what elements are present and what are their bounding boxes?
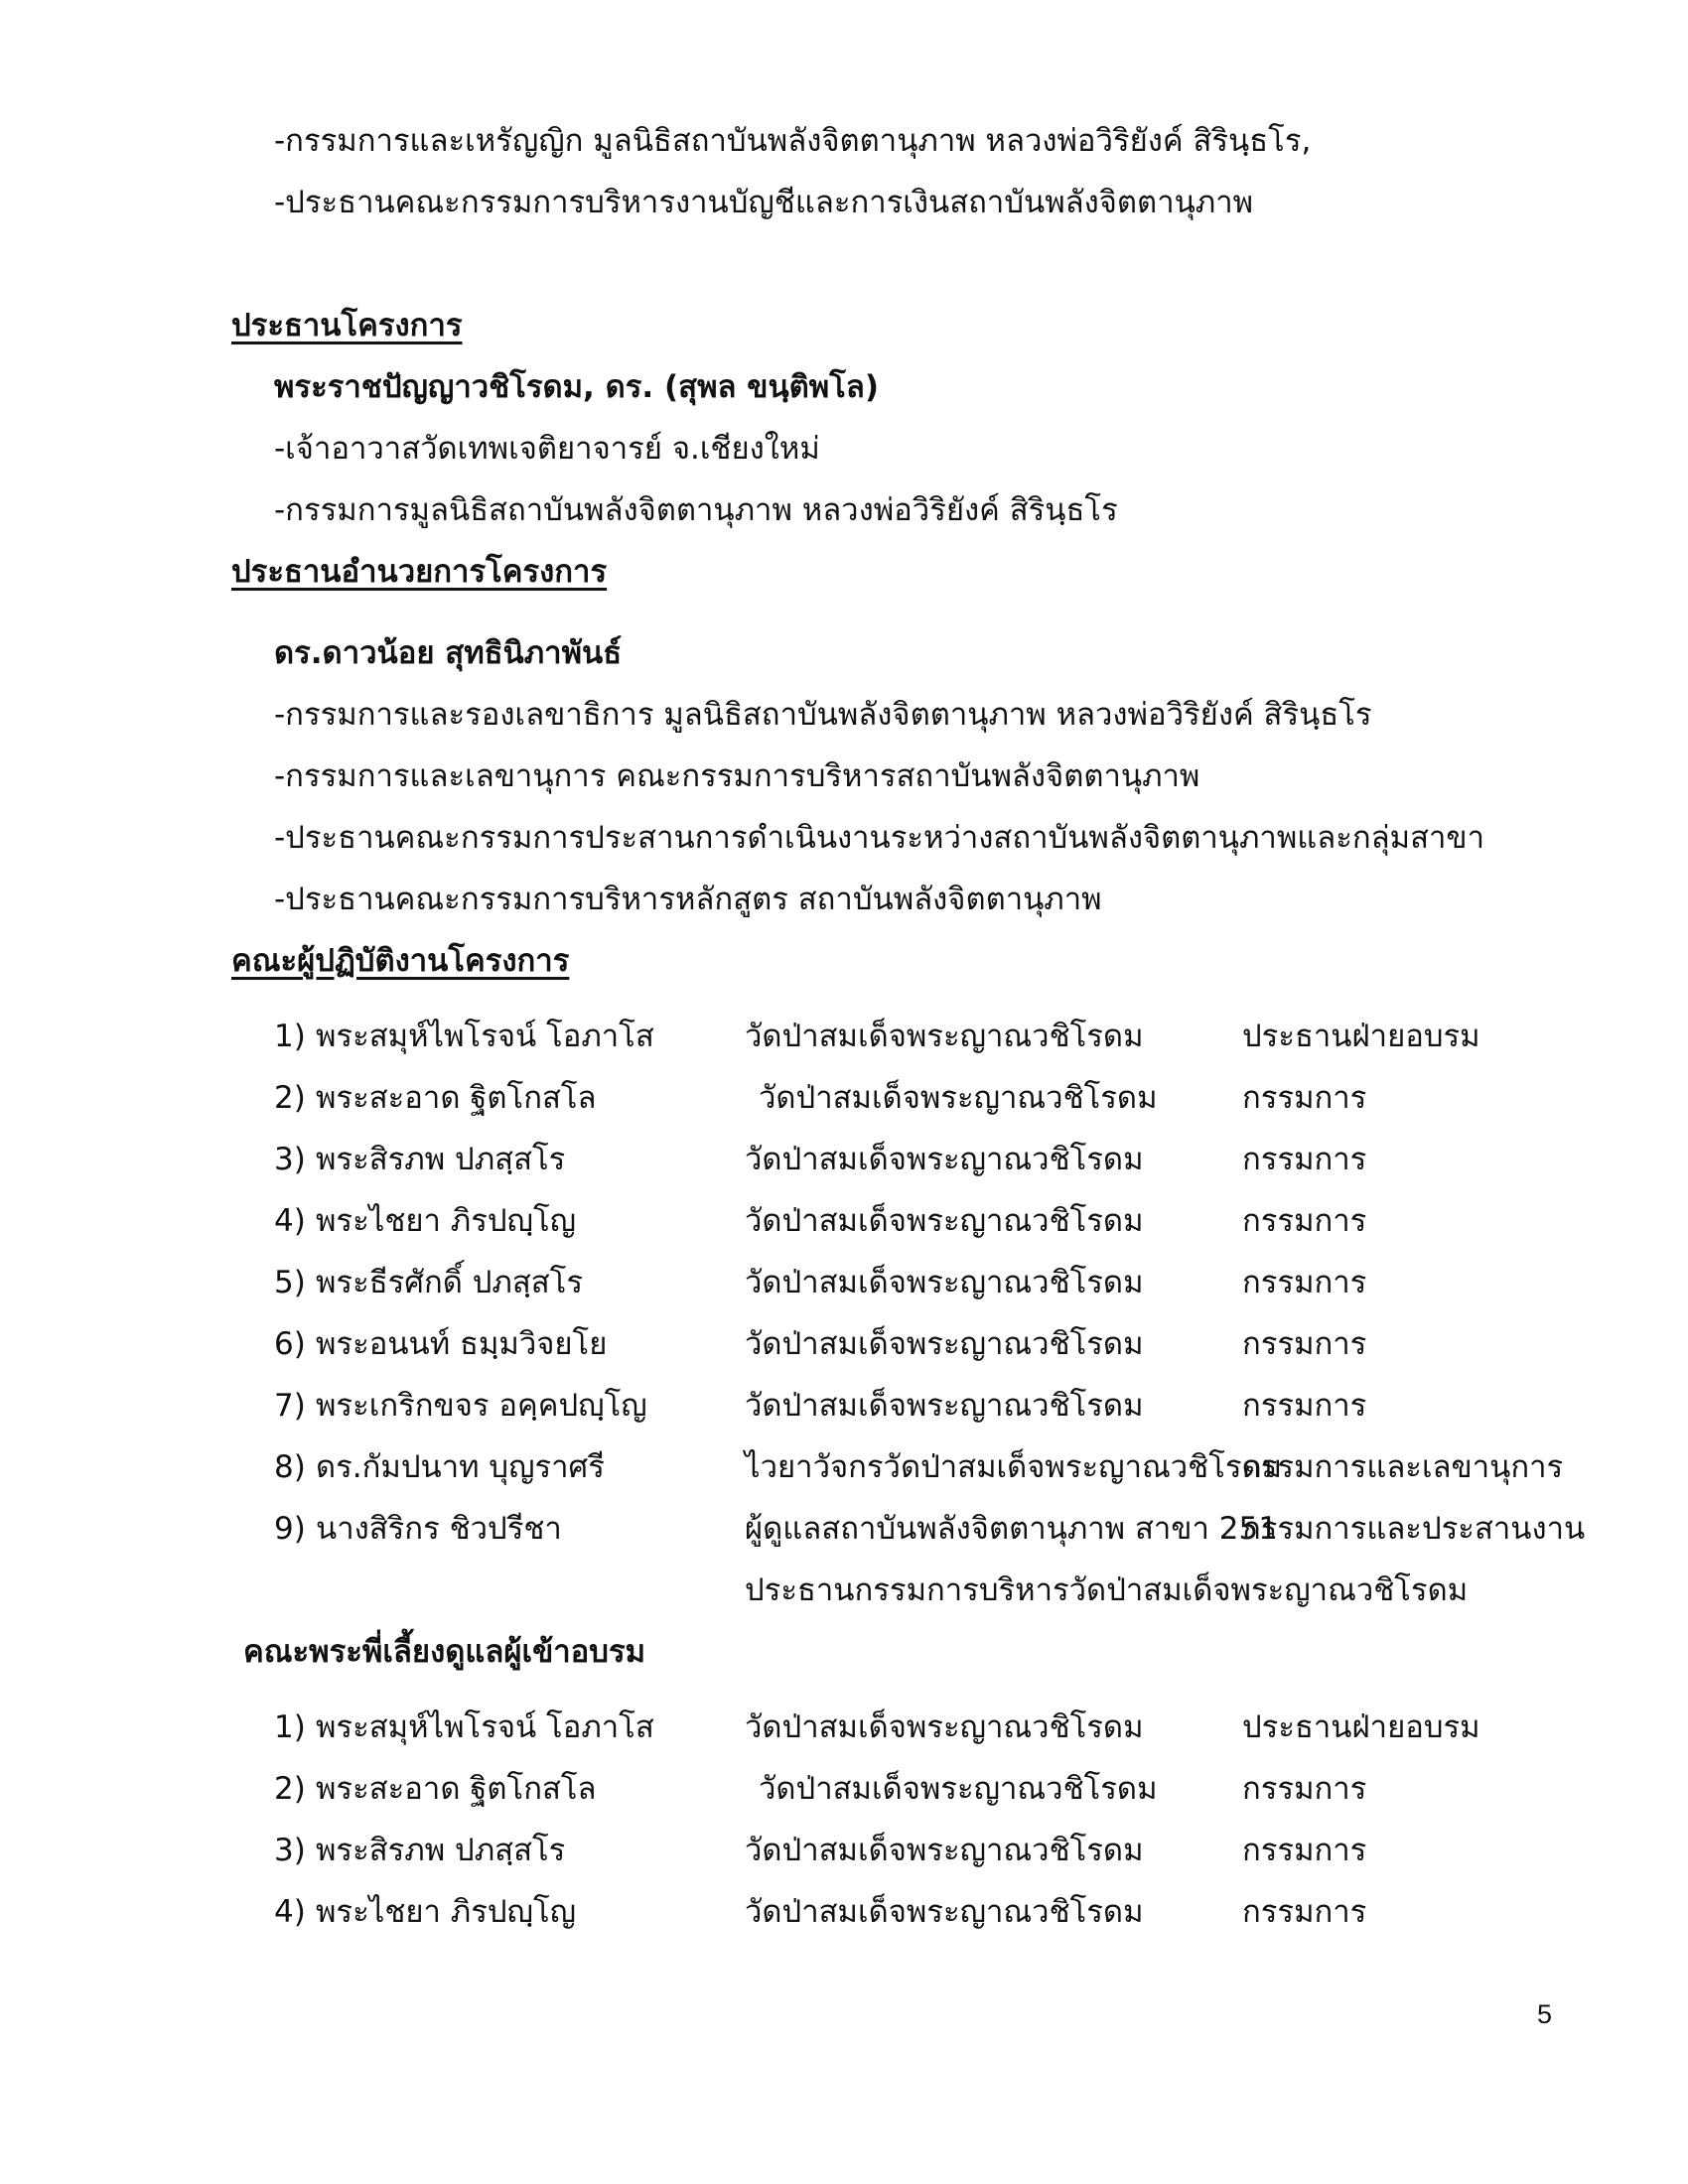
- section-heading-project-chair: ประธานโครงการ: [231, 308, 463, 343]
- mentor-team-row: [274, 1894, 1555, 1938]
- row-number: 5): [274, 1265, 306, 1300]
- member-role: กรรมการและเลขานุการ: [1242, 1449, 1564, 1485]
- member-place: วัดป่าสมเด็จพระญาณวชิโรดม: [745, 1142, 1144, 1177]
- member-role: กรรมการ: [1242, 1142, 1367, 1177]
- member-name: พระสะอาด ฐิตโกสโล: [316, 1080, 597, 1116]
- project-team-row: [274, 1326, 1555, 1370]
- member-place: วัดป่าสมเด็จพระญาณวชิโรดม: [759, 1080, 1158, 1116]
- member-place: วัดป่าสมเด็จพระญาณวชิโรดม: [745, 1894, 1144, 1930]
- member-name: พระสิรภพ ปภสฺสโร: [316, 1142, 566, 1177]
- project-team-row: [274, 1203, 1555, 1247]
- project-director-position-line: -กรรมการและเลขานุการ คณะกรรมการบริหารสถาบันพลังจิตตานุภาพ: [274, 758, 1200, 794]
- member-name: พระสมุห์ไพโรจน์ โอภาโส: [316, 1709, 654, 1745]
- section-heading-project-director: ประธานอำนวยการโครงการ: [231, 554, 608, 590]
- row-number: 8): [274, 1449, 306, 1485]
- member-name: นางสิริกร ชิวปรีชา: [316, 1511, 562, 1547]
- member-role: กรรมการ: [1242, 1326, 1367, 1362]
- intro-line: -กรรมการและเหรัญญิก มูลนิธิสถาบันพลังจิตตานุภาพ หลวงพ่อวิริยังค์ สิรินฺธโร,: [274, 123, 1312, 159]
- row-number: 6): [274, 1326, 306, 1362]
- project-director-position-line: -ประธานคณะกรรมการประสานการดำเนินงานระหว่างสถาบันพลังจิตตานุภาพและกลุ่มสาขา: [274, 820, 1485, 856]
- row-number: 1): [274, 1709, 306, 1745]
- member-role: ประธานฝ่ายอบรม: [1242, 1019, 1480, 1054]
- member-role: กรรมการ: [1242, 1203, 1367, 1239]
- member-role: กรรมการ: [1242, 1265, 1367, 1300]
- project-director-position-line: -กรรมการและรองเลขาธิการ มูลนิธิสถาบันพลังจิตตานุภาพ หลวงพ่อวิริยังค์ สิรินฺธโร: [274, 697, 1372, 733]
- member-name: พระธีรศักดิ์ ปภสฺสโร: [316, 1265, 583, 1300]
- row-number: 3): [274, 1142, 306, 1177]
- project-team-row: [274, 1449, 1564, 1493]
- project-chair-name: พระราชปัญญาวชิโรดม, ดร. (สุพล ขนฺติพโล): [274, 369, 880, 405]
- member-place: วัดป่าสมเด็จพระญาณวชิโรดม: [745, 1265, 1144, 1300]
- row-number: 1): [274, 1019, 306, 1054]
- member-place: วัดป่าสมเด็จพระญาณวชิโรดม: [745, 1326, 1144, 1362]
- section-heading-mentor-team: คณะพระพี่เลี้ยงดูแลผู้เข้าอบรม: [243, 1634, 646, 1670]
- project-chair-position-line: -กรรมการมูลนิธิสถาบันพลังจิตตานุภาพ หลวงพ่อวิริยังค์ สิรินฺธโร: [274, 492, 1118, 528]
- member-name: พระสะอาด ฐิตโกสโล: [316, 1771, 597, 1807]
- project-team-row: [274, 1080, 1555, 1124]
- member-name: ดร.กัมปนาท บุญราศรี: [316, 1449, 605, 1485]
- project-director-position-line: -ประธานคณะกรรมการบริหารหลักสูตร สถาบันพลังจิตตานุภาพ: [274, 882, 1102, 917]
- row-number: 2): [274, 1080, 306, 1116]
- mentor-team-row: [274, 1709, 1555, 1753]
- project-chair-position-line: -เจ้าอาวาสวัดเทพเจติยาจารย์ จ.เชียงใหม่: [274, 431, 820, 467]
- member-place: วัดป่าสมเด็จพระญาณวชิโรดม: [745, 1203, 1144, 1239]
- mentor-team-row: [274, 1833, 1555, 1876]
- member-name: พระสิรภพ ปภสฺสโร: [316, 1833, 566, 1868]
- project-team-row: [274, 1142, 1555, 1185]
- row-number: 7): [274, 1388, 306, 1424]
- member-name: พระไชยา ภิรปญฺโญ: [316, 1203, 577, 1239]
- member-place: วัดป่าสมเด็จพระญาณวชิโรดม: [759, 1771, 1158, 1807]
- member-place: ผู้ดูแลสถาบันพลังจิตตานุภาพ สาขา 251: [745, 1511, 1278, 1547]
- member-place: วัดป่าสมเด็จพระญาณวชิโรดม: [745, 1833, 1144, 1868]
- project-team-row: [274, 1388, 1555, 1432]
- project-team-continuation-line: ประธานกรรมการบริหารวัดป่าสมเด็จพระญาณวชิโรดม: [745, 1572, 1469, 1608]
- project-team-row: [274, 1265, 1555, 1308]
- member-place: วัดป่าสมเด็จพระญาณวชิโรดม: [745, 1019, 1144, 1054]
- member-role: กรรมการ: [1242, 1833, 1367, 1868]
- page-number: 5: [1537, 1999, 1553, 2029]
- project-team-row: [274, 1019, 1555, 1062]
- project-team-row: [274, 1511, 1586, 1555]
- member-role: กรรมการ: [1242, 1388, 1367, 1424]
- mentor-team-row: [274, 1771, 1555, 1815]
- intro-line: -ประธานคณะกรรมการบริหารงานบัญชีและการเงินสถาบันพลังจิตตานุภาพ: [274, 185, 1254, 220]
- member-name: พระสมุห์ไพโรจน์ โอภาโส: [316, 1019, 654, 1054]
- row-number: 4): [274, 1894, 306, 1930]
- member-place: วัดป่าสมเด็จพระญาณวชิโรดม: [745, 1388, 1144, 1424]
- row-number: 3): [274, 1833, 306, 1868]
- member-place: วัดป่าสมเด็จพระญาณวชิโรดม: [745, 1709, 1144, 1745]
- row-number: 9): [274, 1511, 306, 1547]
- member-role: ประธานฝ่ายอบรม: [1242, 1709, 1480, 1745]
- row-number: 4): [274, 1203, 306, 1239]
- member-name: พระอนนท์ ธมฺมวิจยโย: [316, 1326, 608, 1362]
- member-role: กรรมการ: [1242, 1080, 1367, 1116]
- row-number: 2): [274, 1771, 306, 1807]
- member-role: กรรมการ: [1242, 1894, 1367, 1930]
- member-role: กรรมการ: [1242, 1771, 1367, 1807]
- project-director-name: ดร.ดาวน้อย สุทธินิภาพันธ์: [274, 635, 623, 671]
- member-place: ไวยาวัจกรวัดป่าสมเด็จพระญาณวชิโรดม: [745, 1449, 1283, 1485]
- member-name: พระเกริกขจร อคฺคปญฺโญ: [316, 1388, 647, 1424]
- section-heading-project-team: คณะผู้ปฏิบัติงานโครงการ: [231, 943, 570, 979]
- member-name: พระไชยา ภิรปญฺโญ: [316, 1894, 577, 1930]
- member-role: กรรมการและประสานงาน: [1242, 1511, 1586, 1547]
